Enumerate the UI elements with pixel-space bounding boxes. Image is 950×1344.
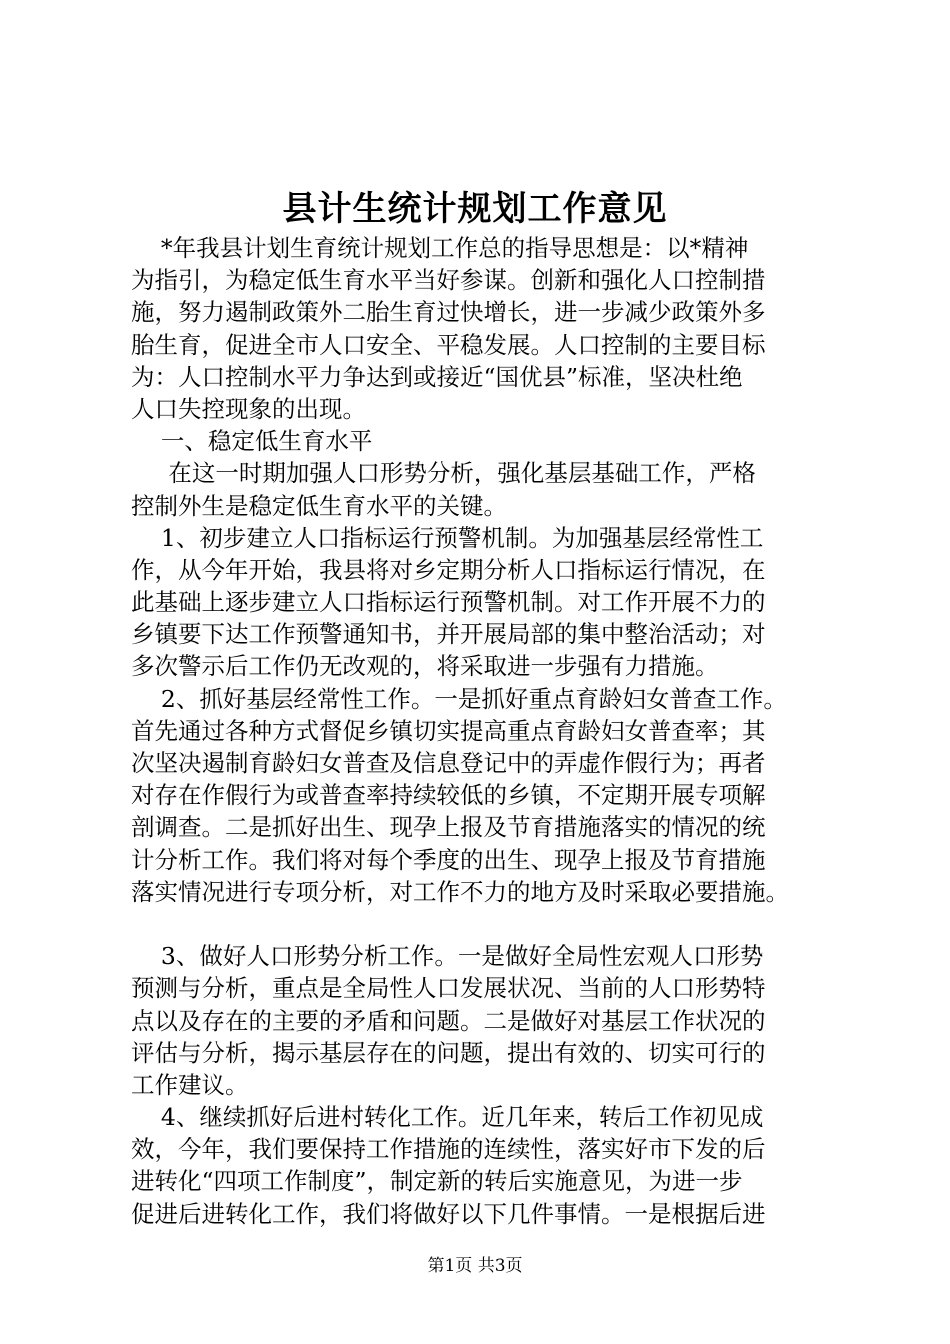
body-line: 预测与分析，重点是全局性人口发展状况、当前的人口形势特 [131,974,766,1003]
body-line: 人口失控现象的出现。 [131,394,366,423]
body-line: 控制外生是稳定低生育水平的关键。 [131,491,507,520]
body-line: 点以及存在的主要的矛盾和问题。二是做好对基层工作状况的 [131,1006,766,1035]
body-line: 首先通过各种方式督促乡镇切实提高重点育龄妇女普查率；其 [131,716,766,745]
page-footer: 第1页 共3页 [427,1256,523,1276]
body-line: 在这一时期加强人口形势分析，强化基层基础工作，严格 [131,459,756,488]
document-title: 县计生统计规划工作意见 [282,189,668,229]
body-line: 评估与分析，揭示基层存在的问题，提出有效的、切实可行的 [131,1038,766,1067]
body-line: 工作建议。 [131,1070,249,1099]
body-line: 胎生育，促进全市人口安全、平稳发展。人口控制的主要目标 [131,330,766,359]
body-line: 1、初步建立人口指标运行预警机制。为加强基层经常性工 [131,523,764,552]
body-line: 效，今年，我们要保持工作措施的连续性，落实好市下发的后 [131,1135,766,1164]
body-line: *年我县计划生育统计规划工作总的指导思想是：以*精神 [131,234,749,262]
body-line: 计分析工作。我们将对每个季度的出生、现孕上报及节育措施 [131,845,766,874]
body-line: 进转化“四项工作制度”，制定新的转后实施意见，为进一步 [131,1167,743,1196]
body-line: 此基础上逐步建立人口指标运行预警机制。对工作开展不力的 [131,588,766,617]
body-line: 作，从今年开始，我县将对乡定期分析人口指标运行情况，在 [131,555,766,584]
body-line: 乡镇要下达工作预警通知书，并开展局部的集中整治活动；对 [131,620,766,649]
body-line: 为指引，为稳定低生育水平当好参谋。创新和强化人口控制措 [131,266,766,295]
body-line: 4、继续抓好后进村转化工作。近几年来，转后工作初见成 [131,1103,764,1132]
body-line: 对存在作假行为或普查率持续较低的乡镇，不定期开展专项解 [131,781,766,810]
body-line: 2、抓好基层经常性工作。一是抓好重点育龄妇女普查工作。 [131,684,787,713]
body-line: 施，努力遏制政策外二胎生育过快增长，进一步减少政策外多 [131,298,766,327]
document-body [131,232,856,1230]
body-line: 为：人口控制水平力争达到或接近“国优县”标准，坚决杜绝 [131,362,743,391]
body-line: 落实情况进行专项分析，对工作不力的地方及时采取必要措施。 [131,877,789,906]
body-line: 3、做好人口形势分析工作。一是做好全局性宏观人口形势 [131,942,764,971]
body-line: 多次警示后工作仍无改观的，将采取进一步强有力措施。 [131,652,719,681]
body-line: 促进后进转化工作，我们将做好以下几件事情。一是根据后进 [131,1199,766,1228]
body-line [131,908,856,940]
body-line: 次坚决遏制育龄妇女普查及信息登记中的弄虚作假行为；再者 [131,749,766,777]
body-line: 剖调查。二是抓好出生、现孕上报及节育措施落实的情况的统 [131,813,766,842]
body-line: 一、稳定低生育水平 [131,427,373,456]
